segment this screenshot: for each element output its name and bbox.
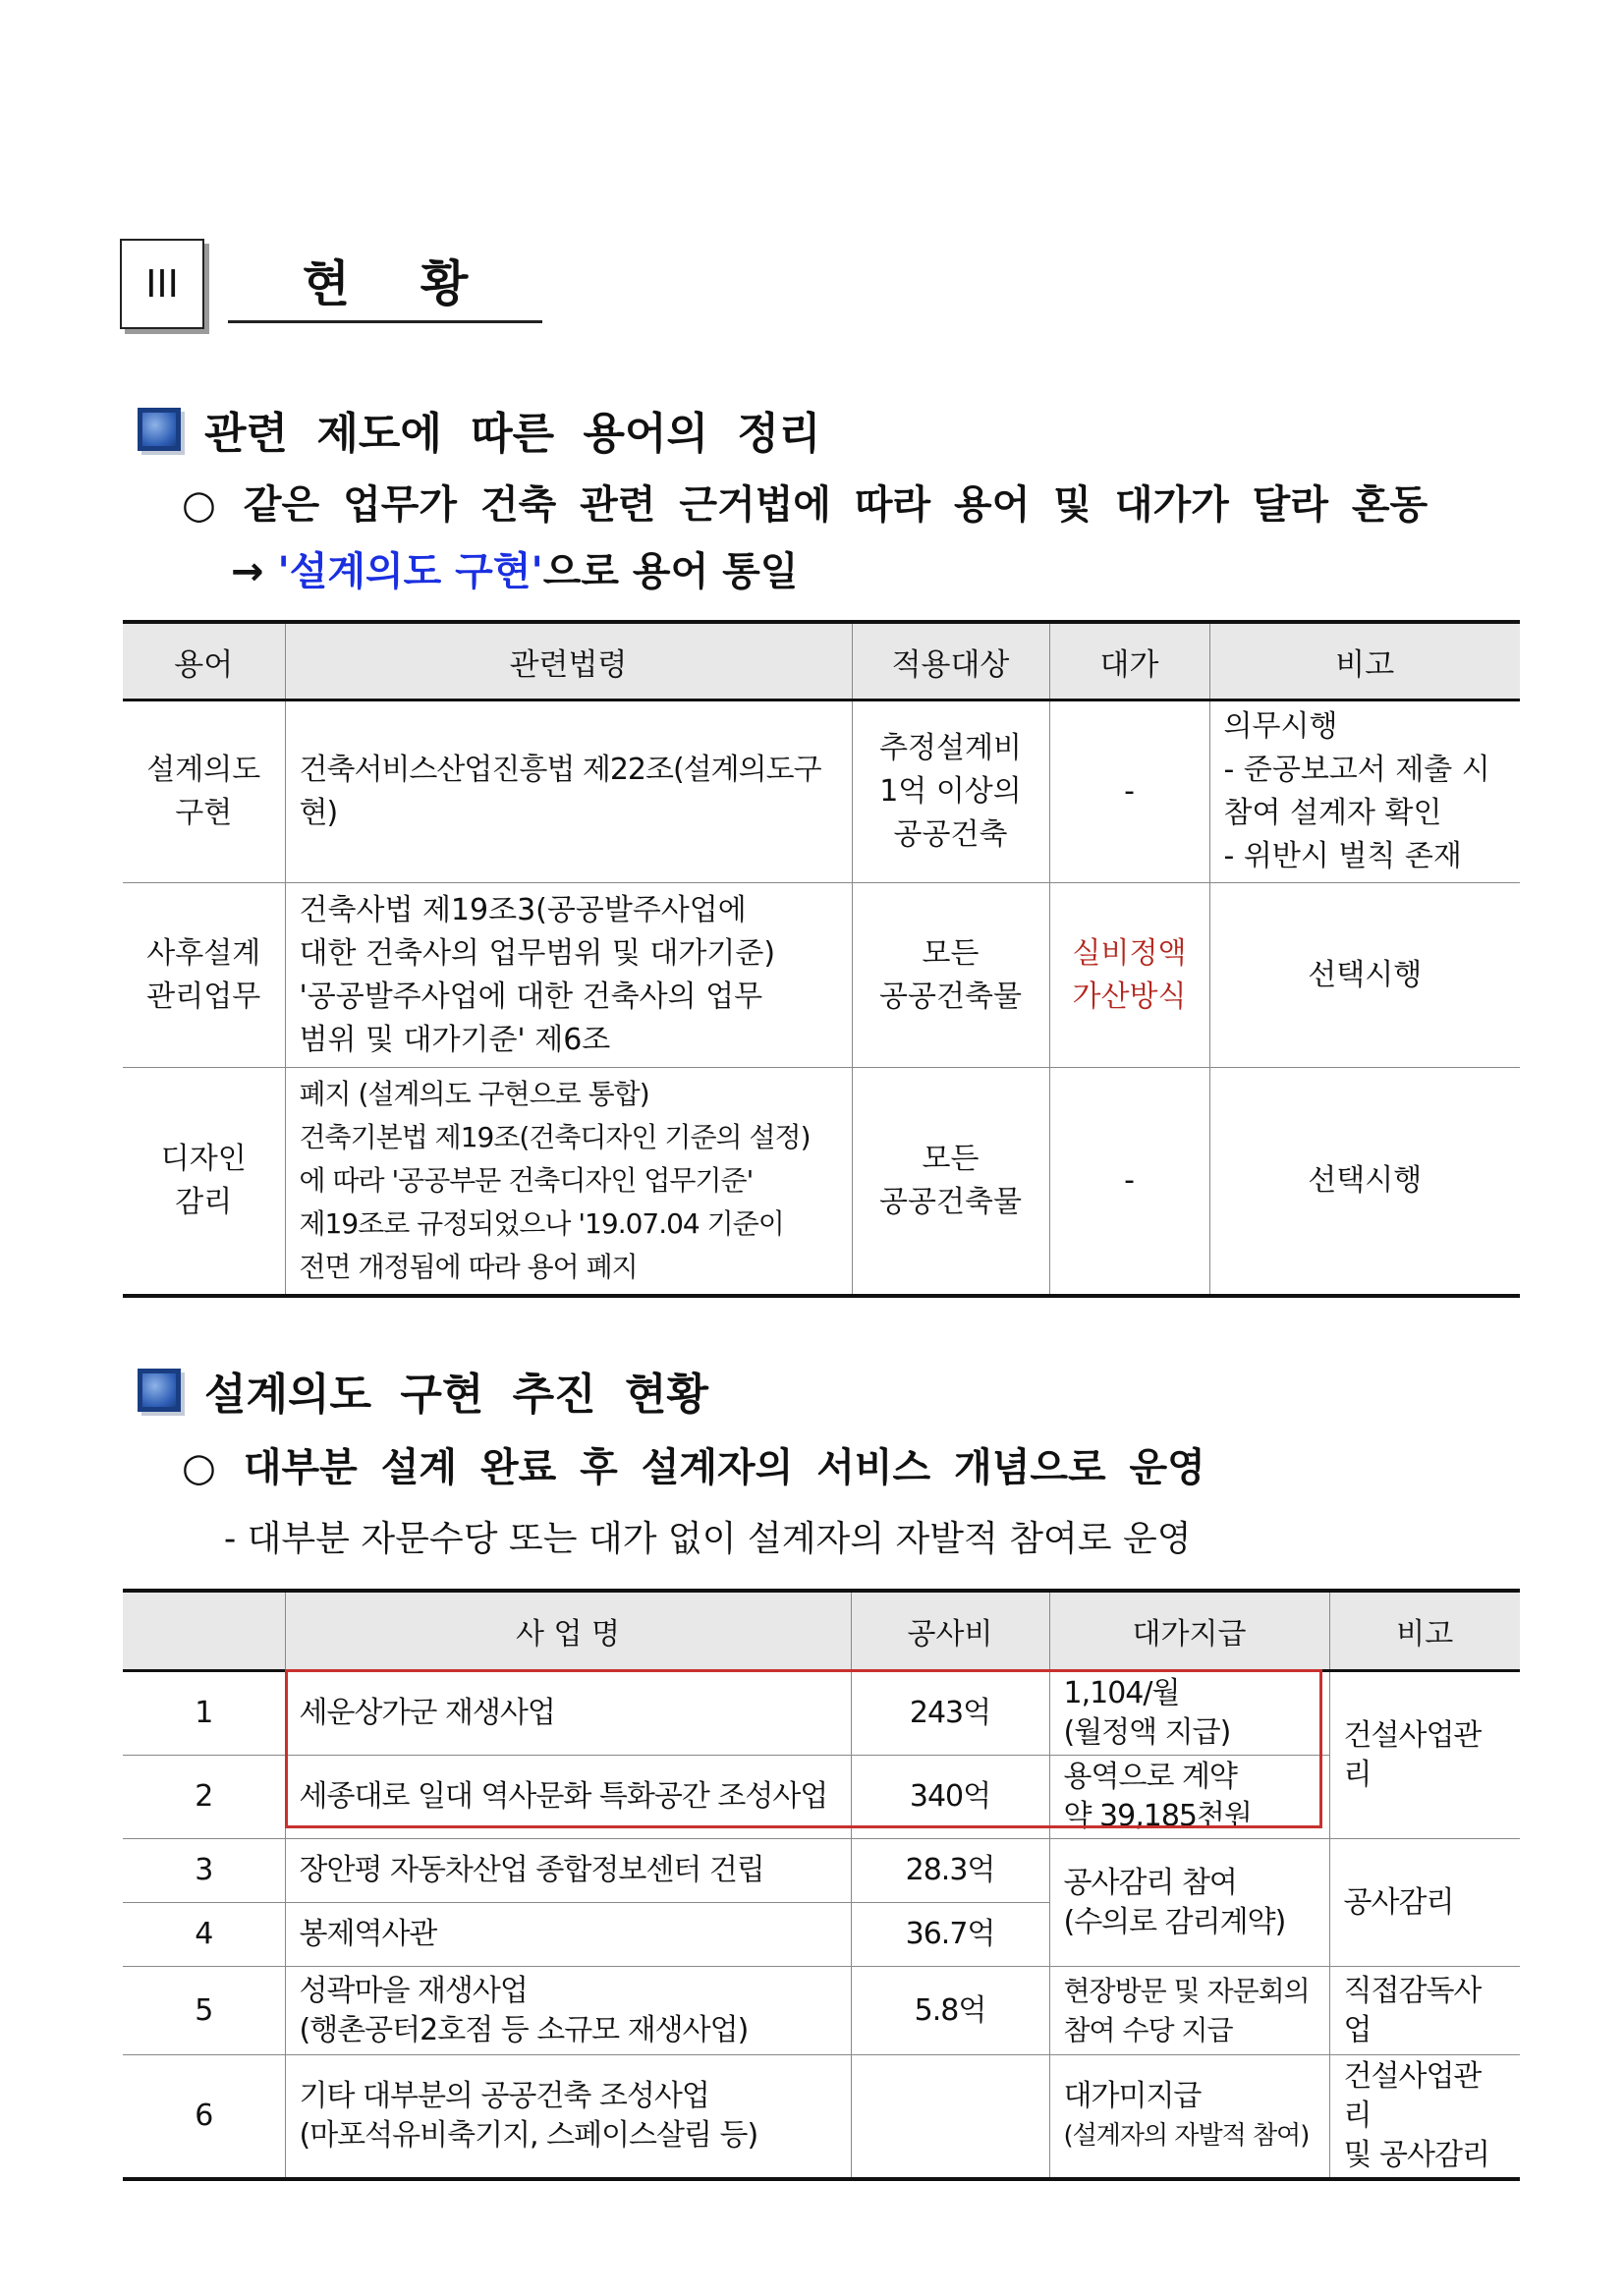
pay-cell: 용역으로 계약 약 39,185천원 <box>1049 1756 1329 1839</box>
table-row <box>123 2055 1520 2180</box>
no-cell: 5 <box>123 1967 285 2055</box>
header-note: 비고 <box>1209 622 1520 700</box>
name-cell: 장안평 자동차산업 종합정보센터 건립 <box>285 1839 851 1903</box>
name-cell: 봉제역사관 <box>285 1903 851 1967</box>
target-cell: 모든 공공건축물 <box>852 883 1049 1068</box>
no-cell: 2 <box>123 1756 285 1839</box>
header-no <box>123 1591 285 1671</box>
section1-bullet-text: 같은 업무가 건축 관련 근거법에 따라 용어 및 대가가 달라 혼동 <box>243 482 1428 528</box>
no-cell: 1 <box>123 1671 285 1756</box>
table-header-row <box>123 1591 1520 1671</box>
chapter-numeral-box <box>120 239 204 329</box>
header-target: 적용대상 <box>852 622 1049 700</box>
table-row <box>123 1671 1520 1756</box>
section1-conclusion <box>231 540 798 596</box>
section2-heading-text: 설계의도 구현 추진 현황 <box>204 1370 708 1420</box>
table-row <box>123 1068 1520 1296</box>
table-row <box>123 1967 1520 2055</box>
law-cell: 폐지 (설계의도 구현으로 통합) 건축기본법 제19조(건축디자인 기준의 설정) 에 따라 '공공부문 건축디자인 업무기준' 제19조로 규정되었으나 '19.07.04 기준이 전면 개정됨에 따라 용어 폐지 <box>285 1068 852 1296</box>
law-cell: 건축서비스산업진흥법 제22조(설계의도구현) <box>285 700 852 883</box>
table-row <box>123 1756 1520 1839</box>
no-cell: 6 <box>123 2055 285 2180</box>
fee-cell: - <box>1049 1068 1209 1296</box>
law-cell: 건축사법 제19조3(공공발주사업에 대한 건축사의 업무범위 및 대가기준) '공공발주사업에 대한 건축사의 업무 범위 및 대가기준' 제6조 <box>285 883 852 1068</box>
section2-bullet <box>182 1436 1205 1492</box>
cost-cell: 36.7억 <box>851 1903 1049 1967</box>
note-cell: 직접감독사업 <box>1329 1967 1520 2055</box>
target-cell: 추정설계비 1억 이상의 공공건축 <box>852 700 1049 883</box>
section2-sub: - 대부분 자문수당 또는 대가 없이 설계자의 자발적 참여로 운영 <box>224 1519 1192 1559</box>
header-fee: 대가 <box>1049 622 1209 700</box>
arrow-icon: → <box>231 549 264 594</box>
cost-cell: 340억 <box>851 1756 1049 1839</box>
highlighted-term: '설계의도 구현' <box>277 549 543 594</box>
no-cell: 3 <box>123 1839 285 1903</box>
header-law: 관련법령 <box>285 622 852 700</box>
header-note: 비고 <box>1329 1591 1520 1671</box>
term-cell: 디자인 감리 <box>123 1068 285 1296</box>
term-cell: 사후설계 관리업무 <box>123 883 285 1068</box>
table-row <box>123 1839 1520 1903</box>
projects-table <box>123 1589 1520 2181</box>
pay-cell: 현장방문 및 자문회의 참여 수당 지급 <box>1049 1967 1329 2055</box>
no-cell: 4 <box>123 1903 285 1967</box>
section1-bullet <box>182 474 1428 530</box>
section1-heading <box>138 398 820 461</box>
note-cell: 건설사업관리 <box>1329 1671 1520 1839</box>
name-cell: 세종대로 일대 역사문화 특화공간 조성사업 <box>285 1756 851 1839</box>
name-cell: 성곽마을 재생사업 (행촌공터2호점 등 소규모 재생사업) <box>285 1967 851 2055</box>
term-cell: 설계의도 구현 <box>123 700 285 883</box>
note-cell: 건설사업관리 및 공사감리 <box>1329 2055 1520 2180</box>
section1-heading-text: 관련 제도에 따른 용어의 정리 <box>204 409 821 459</box>
header-pay: 대가지급 <box>1049 1591 1329 1671</box>
name-cell: 세운상가군 재생사업 <box>285 1671 851 1756</box>
pay-cell: 대가미지급 (설계자의 자발적 참여) <box>1049 2055 1329 2180</box>
cost-cell: 5.8억 <box>851 1967 1049 2055</box>
cost-cell: 28.3억 <box>851 1839 1049 1903</box>
fee-cell: 실비정액 가산방식 <box>1049 883 1209 1068</box>
table-header-row <box>123 622 1520 700</box>
circle-bullet-icon: ○ <box>182 1445 216 1490</box>
chapter-title: 현황 <box>228 239 542 323</box>
table-row <box>123 700 1520 883</box>
conclusion-rest: 으로 용어 통일 <box>542 549 799 594</box>
header-cost: 공사비 <box>851 1591 1049 1671</box>
pay-cell: 공사감리 참여 (수의로 감리계약) <box>1049 1839 1329 1967</box>
name-cell: 기타 대부분의 공공건축 조성사업 (마포석유비축기지, 스페이스살림 등) <box>285 2055 851 2180</box>
pay-cell: 1,104/월 (월정액 지급) <box>1049 1671 1329 1756</box>
square-bullet-icon <box>138 408 181 451</box>
section2-heading <box>138 1359 708 1422</box>
note-cell: 의무시행 - 준공보고서 제출 시 참여 설계자 확인 - 위반시 벌칙 존재 <box>1209 700 1520 883</box>
header-name: 사 업 명 <box>285 1591 851 1671</box>
note-cell: 공사감리 <box>1329 1839 1520 1967</box>
square-bullet-icon <box>138 1369 181 1412</box>
note-cell: 선택시행 <box>1209 883 1520 1068</box>
target-cell: 모든 공공건축물 <box>852 1068 1049 1296</box>
cost-cell: 243억 <box>851 1671 1049 1756</box>
fee-cell: - <box>1049 700 1209 883</box>
header-term: 용어 <box>123 622 285 700</box>
cost-cell <box>851 2055 1049 2180</box>
circle-bullet-icon: ○ <box>182 482 216 528</box>
section2-bullet-text: 대부분 설계 완료 후 설계자의 서비스 개념으로 운영 <box>243 1445 1205 1490</box>
table-row <box>123 883 1520 1068</box>
chapter-numeral: III <box>145 262 179 306</box>
terms-table <box>123 620 1520 1298</box>
note-cell: 선택시행 <box>1209 1068 1520 1296</box>
